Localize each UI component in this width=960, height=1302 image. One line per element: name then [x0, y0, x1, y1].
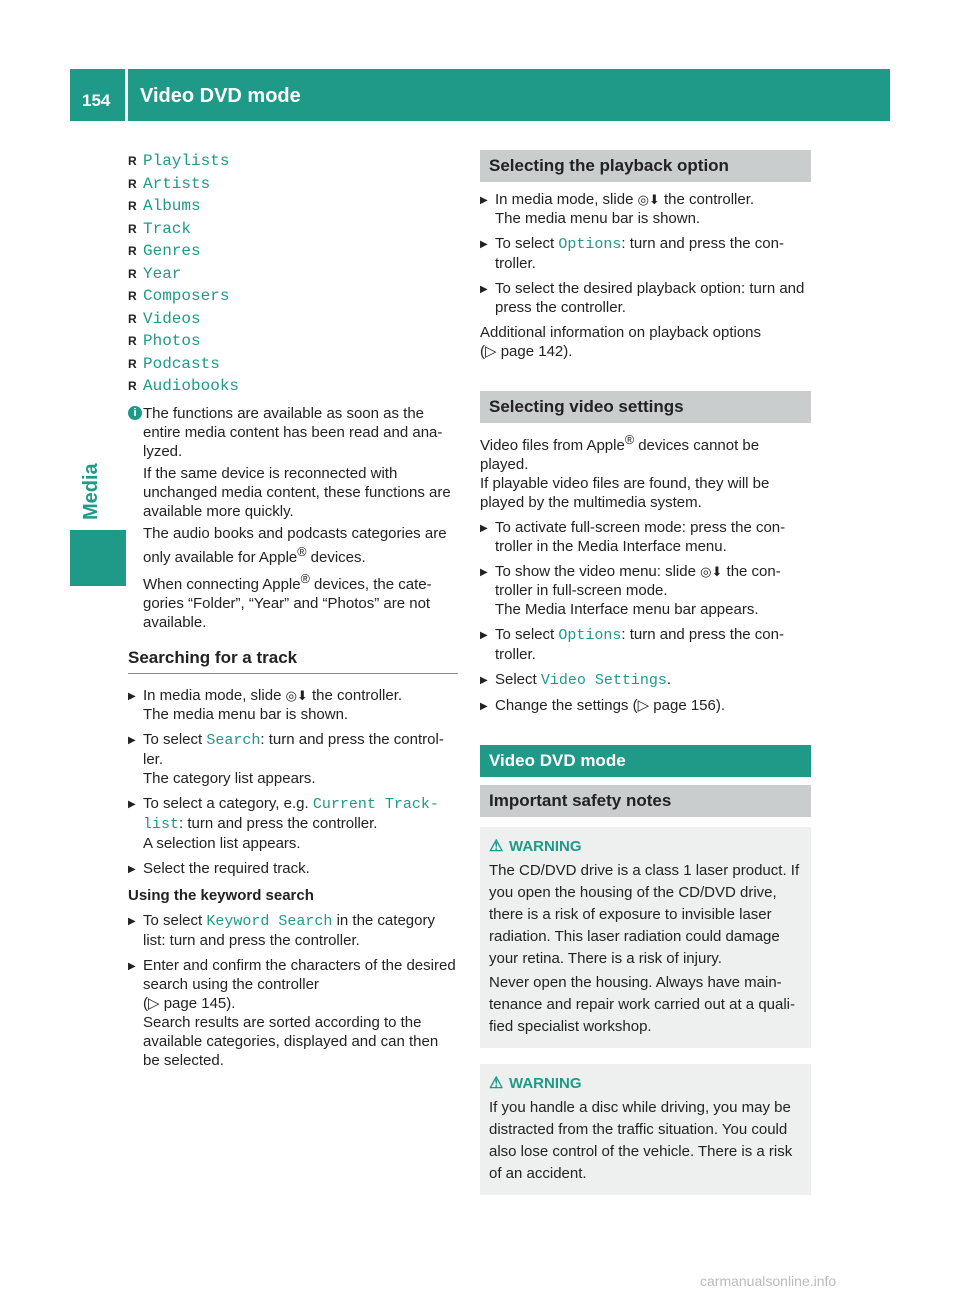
step: ▶ To select a category, e.g. Current Track-list: turn and press the controller. A selection list appears.: [128, 794, 458, 853]
category-playlists: Playlists: [143, 152, 230, 170]
category-audiobooks: Audiobooks: [143, 377, 240, 395]
step: ▶ To select Keyword Search in the category list: turn and press the controller.: [128, 911, 458, 950]
left-column: [128, 150, 458, 1070]
list-item: [128, 195, 458, 218]
warning-text: Never open the housing. Always have main-tenance and repair work carried out at a quali-fied specialist workshop.: [489, 974, 796, 1035]
category-podcasts: Podcasts: [143, 354, 220, 373]
category-year: Year: [143, 264, 182, 283]
subheading-keyword: Using the keyword search: [128, 886, 314, 904]
step: ▶ To select the desired playback option: turn and press the controller.: [480, 279, 811, 317]
list-item: [128, 173, 458, 196]
step: ▶ Enter and confirm the characters of the desired search using the controller (▷ page 145). Search results are sorted according to the available categories, displayed and can then be selected.: [128, 956, 458, 1070]
section-heading-dvd-mode: Video DVD mode: [480, 745, 811, 777]
category-photos: Photos: [143, 332, 201, 350]
paragraph: Video files from Apple® devices cannot be played.: [480, 433, 760, 473]
step: ▶ To show the video menu: slide ◎⬇ the con-troller in full-screen mode. The Media Interface menu bar appears.: [480, 562, 811, 619]
category-list: [128, 150, 458, 398]
category-albums: Albums: [143, 197, 201, 215]
list-item: [128, 240, 458, 263]
info-text: The functions are available as soon as the entire media content has been read and ana-lyzed.: [143, 404, 443, 460]
step: ▶ To select Options: turn and press the con-troller.: [480, 234, 811, 273]
step: ▶ Select Video Settings.: [480, 670, 811, 690]
right-column: [480, 150, 811, 1195]
side-tab-label: Media: [80, 463, 102, 520]
step: ▶ Change the settings (▷ page 156).: [480, 696, 811, 715]
step: ▶ To select Options: turn and press the con-troller.: [480, 625, 811, 664]
side-tab-marker: [70, 530, 126, 586]
info-text: If the same device is reconnected with unchanged media content, these functions are available more quickly.: [143, 464, 451, 520]
section-heading-safety: Important safety notes: [480, 785, 811, 817]
paragraph: Additional information on playback options (▷ page 142).: [480, 324, 762, 360]
section-heading-video-settings: Selecting video settings: [480, 391, 811, 423]
page-ref-arrow-icon: ▷: [485, 343, 497, 360]
controller-icon: ◎⬇: [637, 192, 660, 207]
info-icon: i: [128, 406, 142, 420]
paragraph: If playable video files are found, they will be played by the multimedia system.: [480, 475, 770, 511]
warning-text: If you handle a disc while driving, you may be distracted from the traffic situation. You could also lose control of the vehicle. There is a risk of an accident.: [489, 1099, 793, 1182]
warning-icon: ⚠: [489, 1075, 504, 1092]
list-item: [128, 263, 458, 286]
category-track: Track: [143, 219, 192, 238]
warning-box: [480, 827, 811, 1048]
page-number: 154: [82, 91, 111, 110]
page-ref-arrow-icon: ▷: [148, 994, 160, 1012]
list-item: [128, 330, 458, 353]
category-artists: Artists: [143, 174, 211, 193]
category-genres: Genres: [143, 242, 201, 260]
warning-box: [480, 1064, 811, 1195]
step: ▶ Select the required track.: [128, 859, 458, 878]
step: ▶ In media mode, slide ◎⬇ the controller. The media menu bar is shown.: [128, 686, 458, 724]
step: ▶ To select Search: turn and press the control-ler. The category list appears.: [128, 730, 458, 788]
warning-title: ⚠ WARNING: [489, 838, 582, 855]
list-item: [128, 150, 458, 173]
section-heading-playback: Selecting the playback option: [480, 150, 811, 182]
footer-watermark: carmanualsonline.info: [700, 1273, 837, 1289]
controller-icon: ◎⬇: [285, 687, 308, 703]
step: ▶ To activate full-screen mode: press the con-troller in the Media Interface menu.: [480, 518, 811, 556]
page-title: Video DVD mode: [140, 85, 301, 107]
list-item: [128, 218, 458, 241]
category-videos: Videos: [143, 309, 201, 328]
warning-icon: ⚠: [489, 838, 504, 855]
info-text: When connecting Apple® devices, the cate-gories “Folder”, “Year” and “Photos” are not available.: [143, 571, 432, 631]
list-item: [128, 285, 458, 308]
category-composers: Composers: [143, 287, 230, 305]
info-text: The audio books and podcasts categories are only available for Apple® devices.: [143, 524, 447, 566]
step: ▶ In media mode, slide ◎⬇ the controller. The media menu bar is shown.: [480, 190, 811, 228]
controller-icon: ◎⬇: [700, 564, 723, 579]
info-note: [128, 404, 458, 632]
header-divider: [125, 69, 128, 121]
list-item: [128, 375, 458, 398]
page-ref-arrow-icon: ▷: [637, 697, 650, 714]
list-item: [128, 308, 458, 331]
section-heading-search: Searching for a track: [128, 648, 458, 674]
list-item: [128, 353, 458, 376]
warning-text: The CD/DVD drive is a class 1 laser product. If you open the housing of the CD/DVD drive, there is a risk of exposure to invisible laser radiation. This laser radiation could damage your retina. There is a risk of injury.: [489, 862, 800, 967]
warning-title: ⚠ WARNING: [489, 1075, 582, 1092]
